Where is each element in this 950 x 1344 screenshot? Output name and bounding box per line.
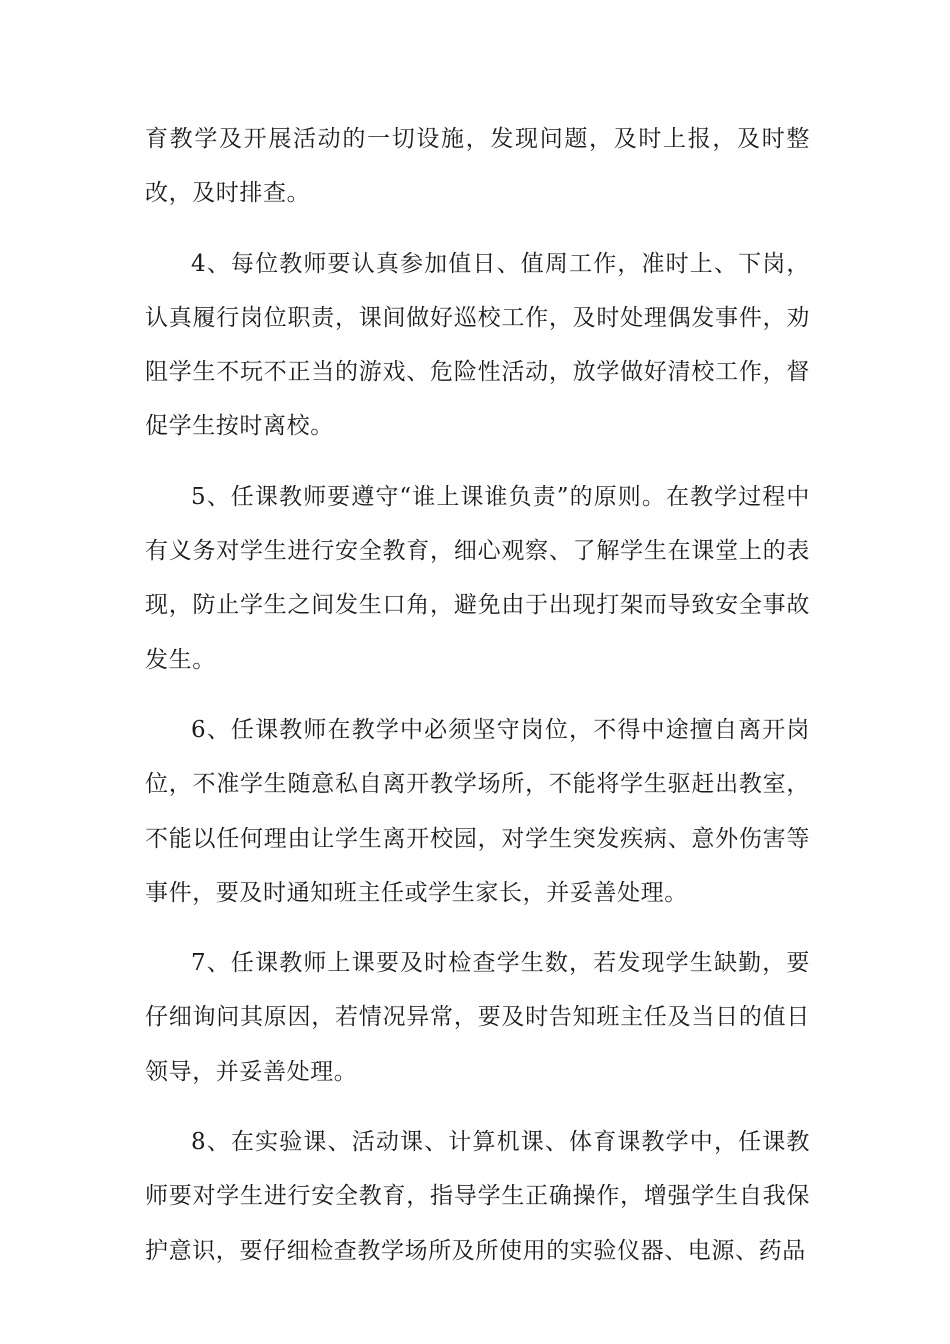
- paragraph-item-4: 4、每位教师要认真参加值日、值周工作，准时上、下岗，认真履行岗位职责，课间做好巡校工作，及时处理偶发事件，劝阻学生不玩不正当的游戏、危险性活动，放学做好清校工作，督促学生按时离校。: [145, 250, 810, 440]
- paragraph-item-8: 8、在实验课、活动课、计算机课、体育课教学中，任课教师要对学生进行安全教育，指导学生正确操作，增强学生自我保护意识，要仔细检查教学场所及所使用的实验仪器、电源、药品: [145, 1129, 810, 1264]
- paragraph-item-7: 7、任课教师上课要及时检查学生数，若发现学生缺勤，要仔细询问其原因，若情况异常，要及时告知班主任及当日的值日领导，并妥善处理。: [145, 950, 810, 1085]
- paragraph-continuation: 育教学及开展活动的一切设施，发现问题，及时上报，及时整改，及时排查。: [145, 126, 810, 207]
- paragraph-item-5: 5、任课教师要遵守“谁上课谁负责”的原则。在教学过程中有义务对学生进行安全教育，细心观察、了解学生在课堂上的表现，防止学生之间发生口角，避免由于出现打架而导致安全事故发生。: [145, 483, 810, 673]
- paragraph-item-6: 6、任课教师在教学中必须坚守岗位，不得中途擅自离开岗位，不准学生随意私自离开教学场所，不能将学生驱赶出教室，不能以任何理由让学生离开校园，对学生突发疾病、意外伤害等事件，要及时通知班主任或学生家长，并妥善处理。: [145, 716, 810, 906]
- document-body: [145, 112, 810, 1278]
